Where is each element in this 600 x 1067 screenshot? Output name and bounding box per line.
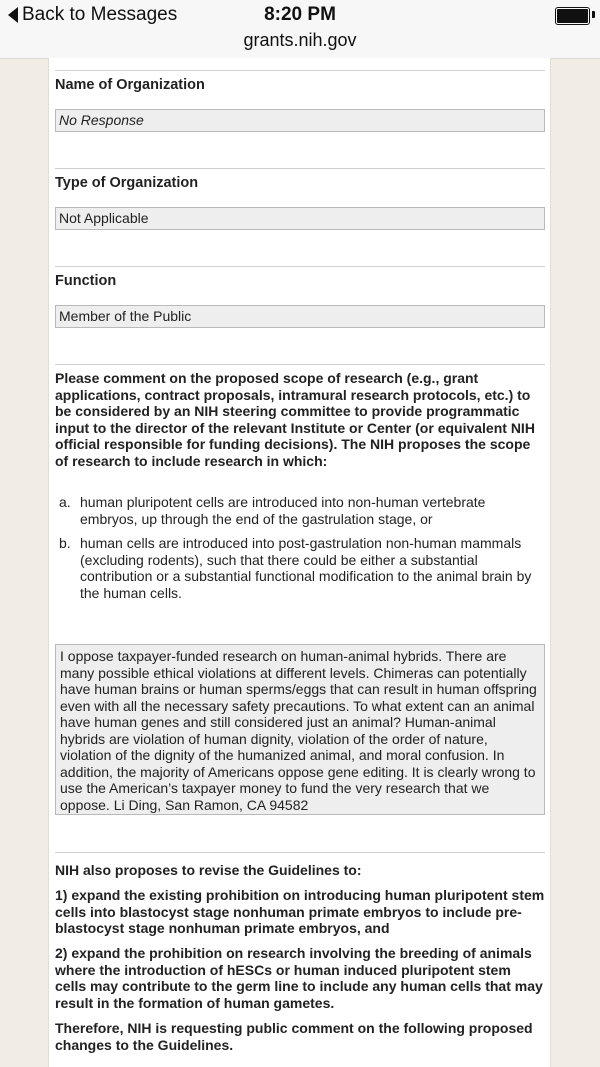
revise-item-2: 2) expand the prohibition on research involving the breeding of animals where the introduction of hESCs or human induced pluripotent stem cells may contribute to the germ line to include any human cells that may result in the formation of human gametes.	[55, 945, 543, 1011]
address-bar[interactable]: grants.nih.gov	[243, 30, 357, 50]
org-type-field: Not Applicable	[55, 207, 545, 230]
battery-tip	[592, 11, 595, 18]
divider	[55, 70, 545, 71]
comment-response: I oppose taxpayer-funded research on human-animal hybrids. There are many possible ethical violations at different levels. Chimeras can potentially have human brains or human sperms/eggs that can result in human offspring even with all the necessary safety precautions. To what extent can an animal have human genes and still considered just an animal? Human-animal hybrids are violation of human dignity, violation of the order of nature, violation of the dignity of the humanized animal, and moral confusion. In addition, the majority of Americans oppose gene editing. It is clearly wrong to use the American’s taxpayer money to fund the very research that we oppose. Li Ding, San Ramon, CA 94582	[55, 644, 545, 815]
organization-label: Name of Organization	[55, 77, 205, 93]
function-field: Member of the Public	[55, 305, 545, 328]
function-label: Function	[55, 273, 117, 289]
organization-field: No Response	[55, 109, 545, 132]
battery-icon	[555, 7, 590, 25]
therefore-paragraph: Therefore, NIH is requesting public comment on the following proposed changes to the Guidelines.	[55, 1020, 533, 1053]
divider	[55, 364, 545, 365]
divider	[55, 168, 545, 169]
list-marker: b.	[59, 535, 71, 551]
list-item-text: human cells are introduced into post-gastrulation non-human mammals (excluding rodents), such that there could be either a substantial contribution or a substantial functional modification to the animal brain by the human cells.	[80, 535, 532, 601]
divider	[55, 266, 545, 267]
revise-intro: NIH also proposes to revise the Guidelines to:	[55, 862, 362, 878]
scope-question: Please comment on the proposed scope of research (e.g., grant applications, contract proposals, intramural research protocols, etc.) to be considered by an NIH steering committee to provide programmatic input to the director of the relevant Institute or Center (or equivalent NIH official responsible for funding decisions). The NIH proposes the scope of research to include research in which:	[55, 370, 535, 469]
list-marker: a.	[59, 494, 71, 510]
back-label: Back to Messages	[22, 4, 178, 25]
list-item	[55, 535, 545, 601]
scope-list	[55, 494, 545, 609]
divider	[55, 852, 545, 853]
list-item	[55, 494, 545, 527]
revise-item-1: 1) expand the existing prohibition on introducing human pluripotent stem cells into blastocyst stage nonhuman primate embryos to include pre-blastocyst stage nonhuman primate embryos, and	[55, 887, 545, 936]
list-item-text: human pluripotent cells are introduced into non-human vertebrate embryos, up through the end of the gastrulation stage, or	[80, 494, 486, 527]
org-type-label: Type of Organization	[55, 175, 199, 191]
status-bar	[0, 0, 600, 59]
clock: 8:20 PM	[264, 4, 336, 25]
